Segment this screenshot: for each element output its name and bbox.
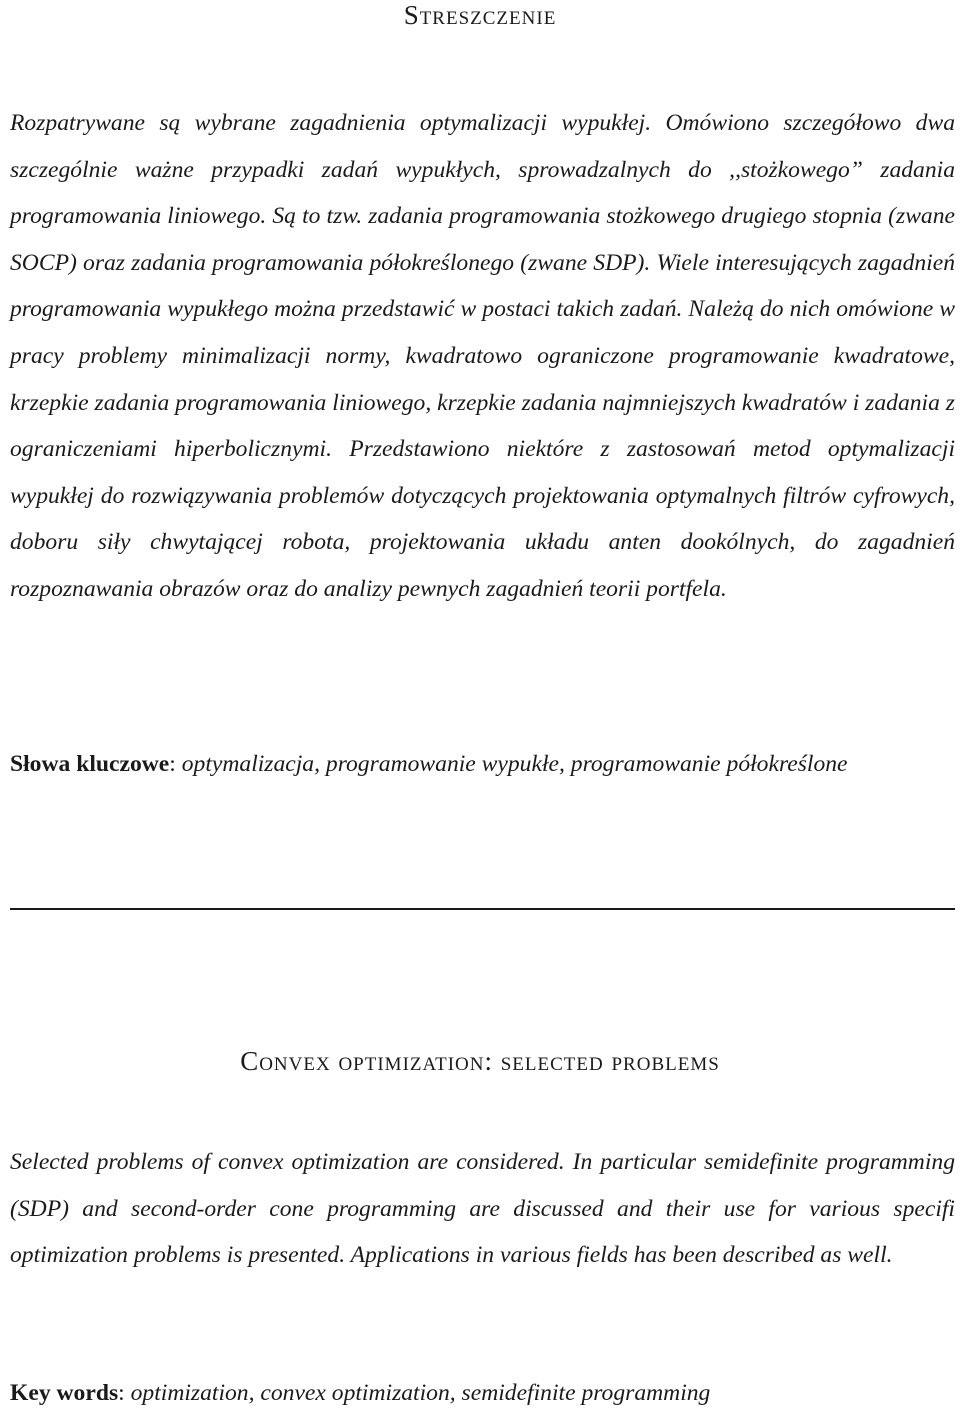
polish-keywords-label: Słowa kluczowe	[10, 751, 170, 777]
english-keywords-colon: :	[118, 1380, 125, 1406]
polish-keywords	[10, 741, 955, 788]
english-keywords-label: Key words	[10, 1380, 119, 1406]
polish-abstract-heading: Streszczenie	[403, 0, 557, 30]
polish-keywords-list: optymalizacja, programowanie wypukłe, programowanie półokreślone	[181, 751, 848, 777]
english-abstract-text: Selected problems of convex optimization are considered. In particular semidefinite programming (SDP) and second-order cone programming are discussed and their use for various specifi optimization problems is presented. Applications in various fields has been described as well.	[10, 1149, 955, 1269]
english-keywords-list: optimization, convex optimization, semidefinite programming	[130, 1380, 711, 1406]
polish-keywords-colon: :	[169, 751, 176, 777]
english-abstract-heading: Convex optimization: selected problems	[240, 1046, 720, 1076]
section-divider	[10, 908, 955, 910]
polish-abstract-text: Rozpatrywane są wybrane zagadnienia optymalizacji wypukłej. Omówiono szczegółowo dwa szczególnie ważne przypadki zadań wypukłych, sprowadzalnych do ,,stożkowego” zadania programowania liniowego. Są to tzw. zadania programowania stożkowego drugiego stopnia (zwane SOCP) oraz zadania programowania półokreślonego (zwane SDP). Wiele interesujących zagadnień programowania wypukłego można przedstawić w postaci takich zadań. Należą do nich omówione w pracy problemy minimalizacji normy, kwadratowo ograniczone programowanie kwadratowe, krzepkie zadania programowania liniowego, krzepkie zadania najmniejszych kwadratów i zadania z ograniczeniami hiperbolicznymi. Przedstawiono niektóre z zastosowań metod optymalizacji wypukłej do rozwiązywania problemów dotyczących projektowania optymalnych filtrów cyfrowych, doboru siły chwytającej robota, projektowania układu anten dookólnych, do zagadnień rozpoznawania obrazów oraz do analizy pewnych zagadnień teorii portfela.	[10, 110, 955, 602]
